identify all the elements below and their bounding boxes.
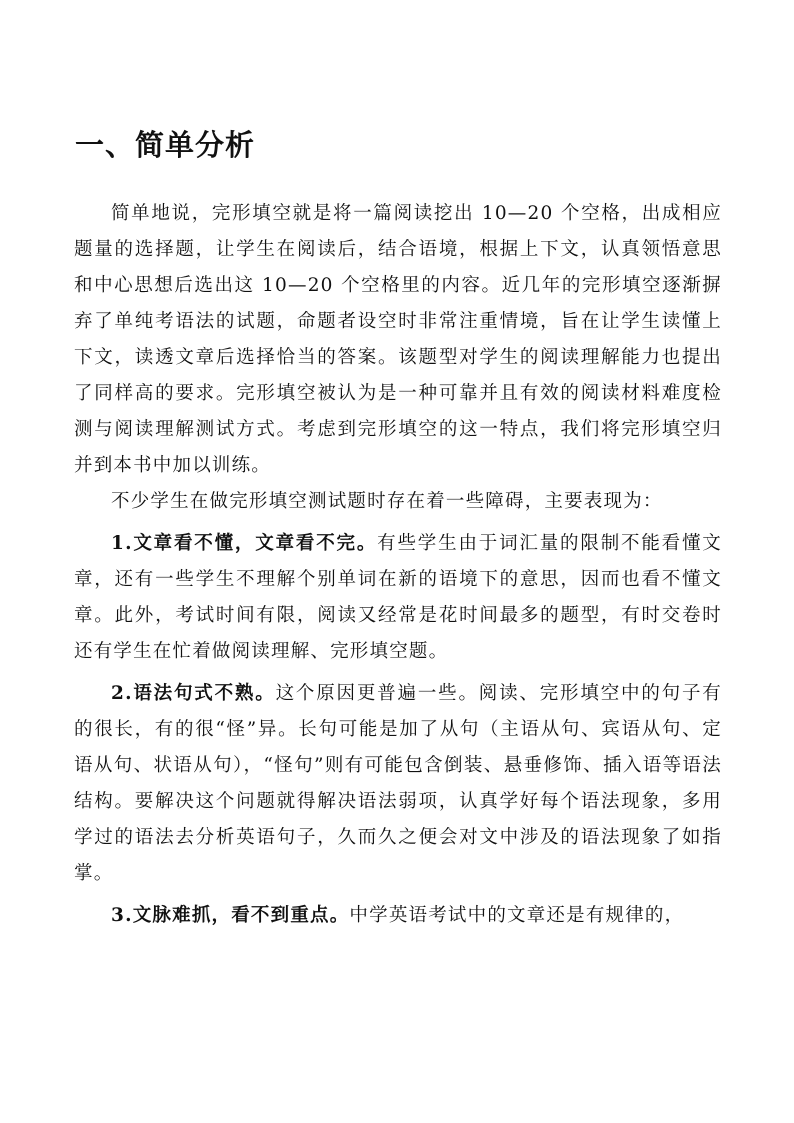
- document-body: [74, 196, 722, 934]
- paragraph-text: 中学英语考试中的文章还是有规律的，: [349, 905, 685, 926]
- point-3-paragraph: [74, 898, 722, 934]
- point-1-lead: 1.文章看不懂，文章看不完。: [111, 533, 378, 554]
- paragraph-text: 简单地说，完形填空就是将一篇阅读挖出 10—20 个空格，出成相应题量的选择题，让学生在阅读后，结合语境，根据上下文，认真领悟意思和中心思想后选出这 10—20 个空格里的内容。近几年的完形填空逐渐摒弃了单纯考语法的试题，命题者设空时非常注重情境，旨在让学生读懂上下文，读透文章后选择恰当的答案。该题型对学生的阅读理解能力也提出了同样高的要求。完形填空被认为是一种可靠并且有效的阅读材料难度检测与阅读理解测试方式。考虑到完形填空的这一特点，我们将完形填空归并到本书中加以训练。: [74, 203, 722, 476]
- point-2-paragraph: [74, 676, 722, 892]
- intro-paragraph: [74, 196, 722, 484]
- point-2-lead: 2.语法句式不熟。: [111, 683, 276, 704]
- paragraph-text: 这个原因更普遍一些。阅读、完形填空中的句子有的很长，有的很“怪”异。长句可能是加了从句（主语从句、宾语从句、定语从句、状语从句），“怪句”则有可能包含倒装、悬垂修饰、插入语等语法结构。要解决这个问题就得解决语法弱项，认真学好每个语法现象，多用学过的语法去分析英语句子，久而久之便会对文中涉及的语法现象了如指掌。: [74, 683, 722, 884]
- point-3-lead: 3.文脉难抓，看不到重点。: [111, 905, 350, 926]
- point-1-paragraph: [74, 526, 722, 670]
- obstacles-intro-paragraph: [74, 484, 722, 520]
- paragraph-text: 不少学生在做完形填空测试题时存在着一些障碍，主要表现为：: [111, 491, 663, 512]
- paragraph-text: 有些学生由于词汇量的限制不能看懂文章，还有一些学生不理解个别单词在新的语境下的意思，因而也看不懂文章。此外，考试时间有限，阅读又经常是花时间最多的题型，有时交卷时还有学生在忙着做阅读理解、完形填空题。: [74, 533, 722, 662]
- section-heading: 一、简单分析: [75, 128, 256, 162]
